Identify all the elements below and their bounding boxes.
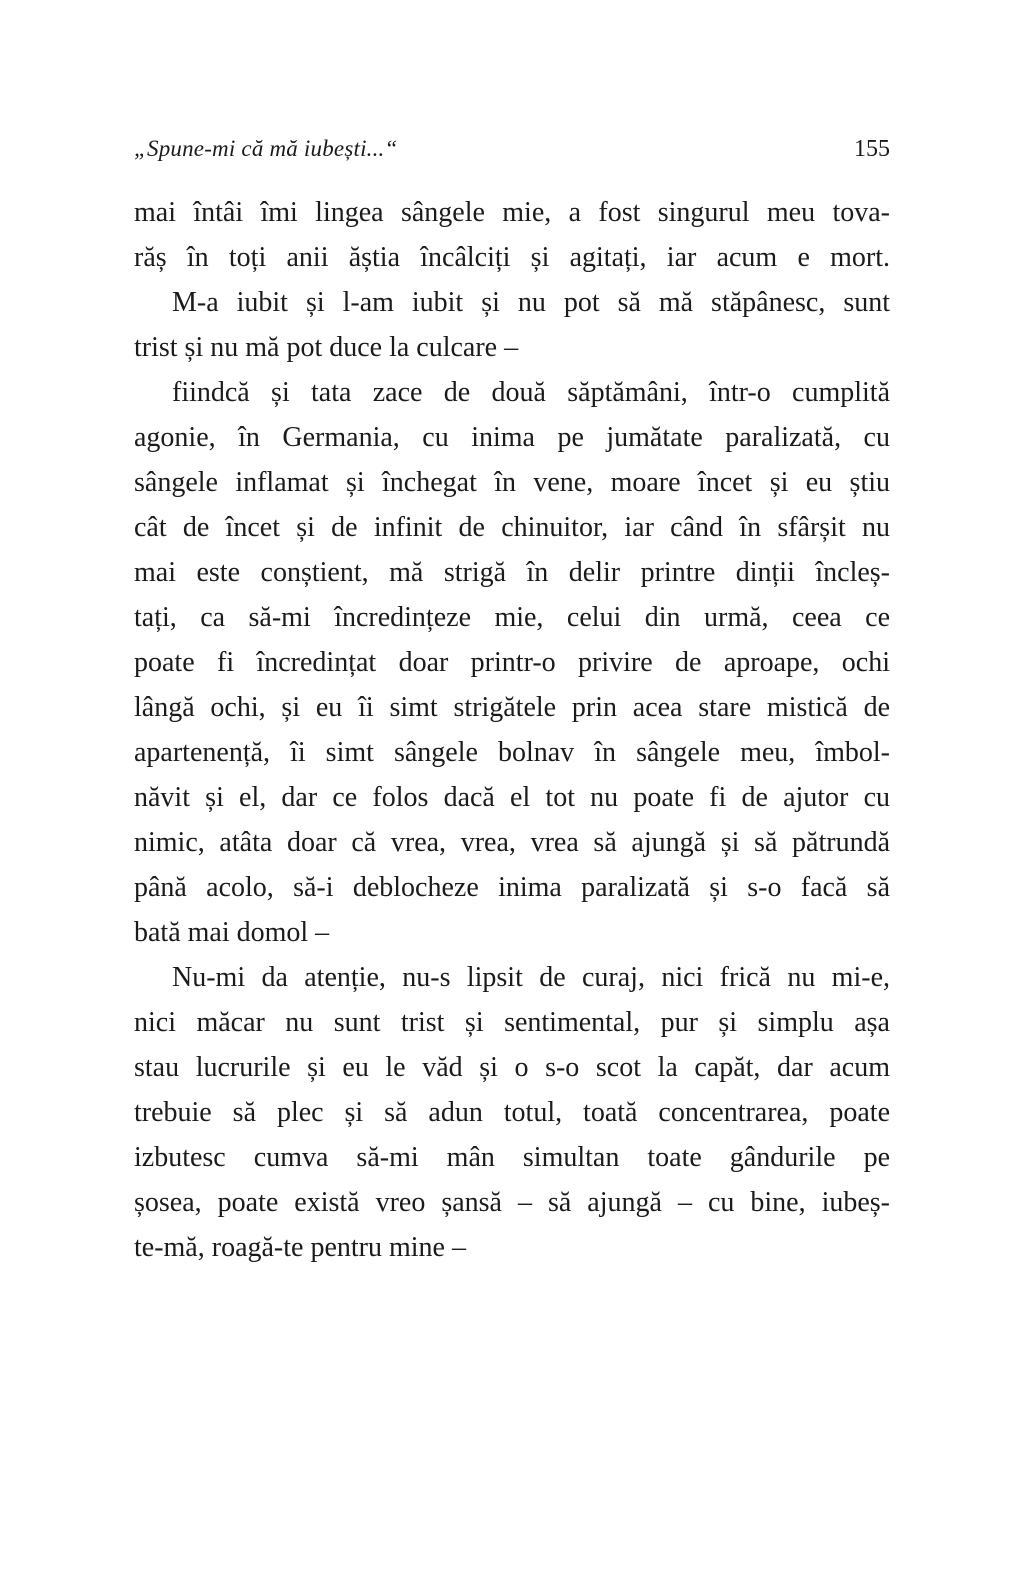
text-line: lângă ochi, și eu îi simt strigătele prin acea stare mistică de bbox=[134, 692, 890, 723]
text-line: Nu-mi da atenție, nu-s lipsit de curaj, nici frică nu mi-e, bbox=[172, 962, 890, 993]
text-line: șosea, poate există vreo șansă – să ajungă – cu bine, iubeș- bbox=[134, 1187, 890, 1218]
page-body bbox=[134, 190, 890, 1270]
text-line: sângele inflamat și închegat în vene, moare încet și eu știu bbox=[134, 467, 890, 498]
text-line: trist și nu mă pot duce la culcare – bbox=[134, 332, 519, 363]
text-line: nimic, atâta doar că vrea, vrea, vrea să ajungă și să pătrundă bbox=[134, 827, 890, 858]
text-line: cât de încet și de infinit de chinuitor, iar când în sfârșit nu bbox=[134, 512, 890, 543]
running-header bbox=[134, 136, 890, 163]
text-line: nici măcar nu sunt trist și sentimental, pur și simplu așa bbox=[134, 1007, 890, 1038]
text-line: M-a iubit și l-am iubit și nu pot să mă stăpânesc, sunt bbox=[172, 287, 890, 318]
text-line: răș în toți anii ăștia încâlciți și agitați, iar acum e mort. bbox=[134, 242, 890, 273]
text-line: apartenență, îi simt sângele bolnav în sângele meu, îmbol- bbox=[134, 737, 890, 768]
text-line: fiindcă și tata zace de două săptămâni, într-o cumplită bbox=[172, 377, 890, 408]
running-title: „Spune-mi că mă iubești...“ bbox=[134, 136, 398, 161]
text-line: tați, ca să-mi încredințeze mie, celui din urmă, ceea ce bbox=[134, 602, 890, 633]
text-line: până acolo, să-i deblocheze inima paralizată și s-o facă să bbox=[134, 872, 890, 903]
page-number: 155 bbox=[854, 136, 890, 162]
text-block bbox=[134, 136, 890, 1270]
text-line: izbutesc cumva să-mi mân simultan toate gândurile pe bbox=[134, 1142, 890, 1173]
text-line: stau lucrurile și eu le văd și o s-o scot la capăt, dar acum bbox=[134, 1052, 890, 1083]
text-line: bată mai domol – bbox=[134, 917, 330, 948]
text-line: mai este conștient, mă strigă în delir printre dinții încleș- bbox=[134, 557, 890, 588]
text-line: agonie, în Germania, cu inima pe jumătate paralizată, cu bbox=[134, 422, 890, 453]
text-line: mai întâi îmi lingea sângele mie, a fost singurul meu tova- bbox=[134, 197, 890, 228]
text-line: trebuie să plec și să adun totul, toată concentrarea, poate bbox=[134, 1097, 890, 1128]
text-line: te-mă, roagă-te pentru mine – bbox=[134, 1232, 466, 1263]
text-line: năvit și el, dar ce folos dacă el tot nu poate fi de ajutor cu bbox=[134, 782, 890, 813]
text-line: poate fi încredințat doar printr-o privire de aproape, ochi bbox=[134, 647, 890, 678]
